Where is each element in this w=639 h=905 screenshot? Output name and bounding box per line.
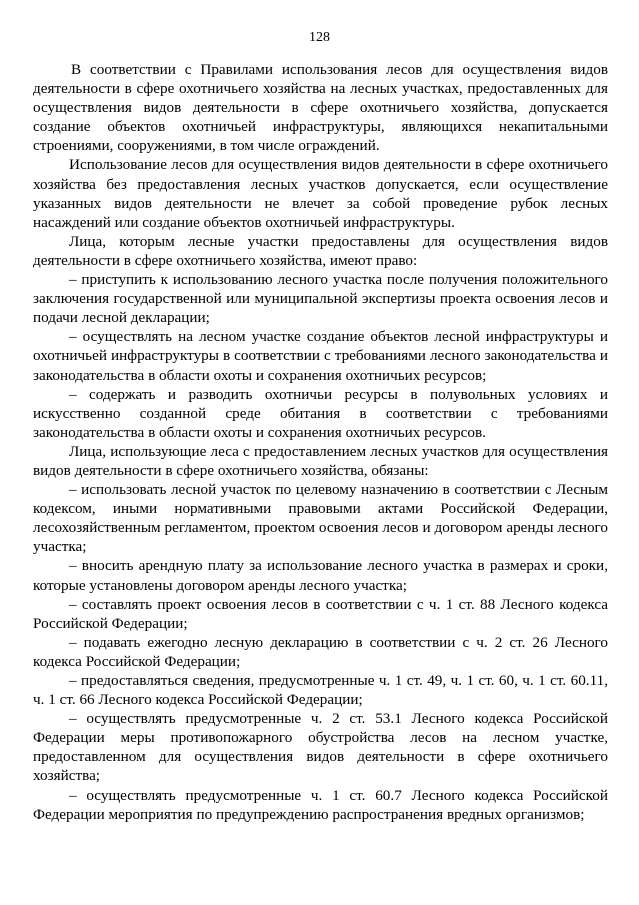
list-item-right-1: – приступить к использованию лесного участка после получения положительного заключения государственной или муниципальной экспертизы проекта освоения лесов и подачи лесной декларации; (33, 271, 608, 327)
paragraph-use-without-plots: Использование лесов для осуществления видов деятельности в сфере охотничьего хозяйства без предоставления лесных участков допускается, если осуществление указанных видов деятельности не влечет за собой проведение рубок лесных насаждений или создание объектов охотничьей инфраструктуры. (33, 156, 608, 231)
list-item-right-2: – осуществлять на лесном участке создание объектов лесной инфраструктуры и охотничьей инфраструктуры в соответствии с требованиями лесного законодательства и законодательства в области охоты и сохранения охотничьих ресурсов; (33, 328, 608, 384)
list-item-obligation-7: – осуществлять предусмотренные ч. 1 ст. 60.7 Лесного кодекса Российской Федерации мероприятия по предупреждению распространения вредных организмов; (33, 786, 608, 823)
list-item-obligation-4: – подавать ежегодно лесную декларацию в соответствии с ч. 2 ст. 26 Лесного кодекса Российской Федерации; (33, 633, 608, 670)
paragraph-hunting-infrastructure-rules: В соответствии с Правилами использования лесов для осуществления видов деятельности в сфере охотничьего хозяйства на лесных участках, предоставленных для осуществления видов деятельности в сфере охотничьего хозяйства, допускается создание объектов охотничьей инфраструктуры, являющихся некапитальными строениями, сооружениями, в том числе ограждений. (33, 61, 608, 155)
paragraph-obligations-intro: Лица, использующие леса с предоставлением лесных участков для осуществления видов деятельности в сфере охотничьего хозяйства, обязаны: (33, 442, 608, 479)
page-number: 128 (309, 30, 330, 45)
list-item-obligation-3: – составлять проект освоения лесов в соответствии с ч. 1 ст. 88 Лесного кодекса Российской Федерации; (33, 595, 608, 632)
document-body (33, 60, 608, 824)
list-item-obligation-1: – использовать лесной участок по целевому назначению в соответствии с Лесным кодексом, иными нормативными правовыми актами Российской Федерации, лесохозяйственным регламентом, проектом освоения лесов и договором аренды лесного участка; (33, 481, 608, 556)
paragraph-rights-intro: Лица, которым лесные участки предоставлены для осуществления видов деятельности в сфере охотничьего хозяйства, имеют право: (33, 232, 608, 269)
list-item-obligation-5: – предоставляться сведения, предусмотренные ч. 1 ст. 49, ч. 1 ст. 60, ч. 1 ст. 60.11, ч. 1 ст. 66 Лесного кодекса Российской Федерации; (33, 672, 608, 709)
list-item-obligation-2: – вносить арендную плату за использование лесного участка в размерах и сроки, которые установлены договором аренды лесного участка; (33, 557, 608, 594)
list-item-obligation-6: – осуществлять предусмотренные ч. 2 ст. 53.1 Лесного кодекса Российской Федерации меры противопожарного обустройства лесов на лесном участке, предоставленном для осуществления видов деятельности в сфере охотничьего хозяйства; (33, 710, 608, 785)
list-item-right-3: – содержать и разводить охотничьи ресурсы в полувольных условиях и искусственно созданной среде обитания в соответствии с требованиями законодательства в области охоты и сохранения охотничьих ресурсов. (33, 385, 608, 441)
